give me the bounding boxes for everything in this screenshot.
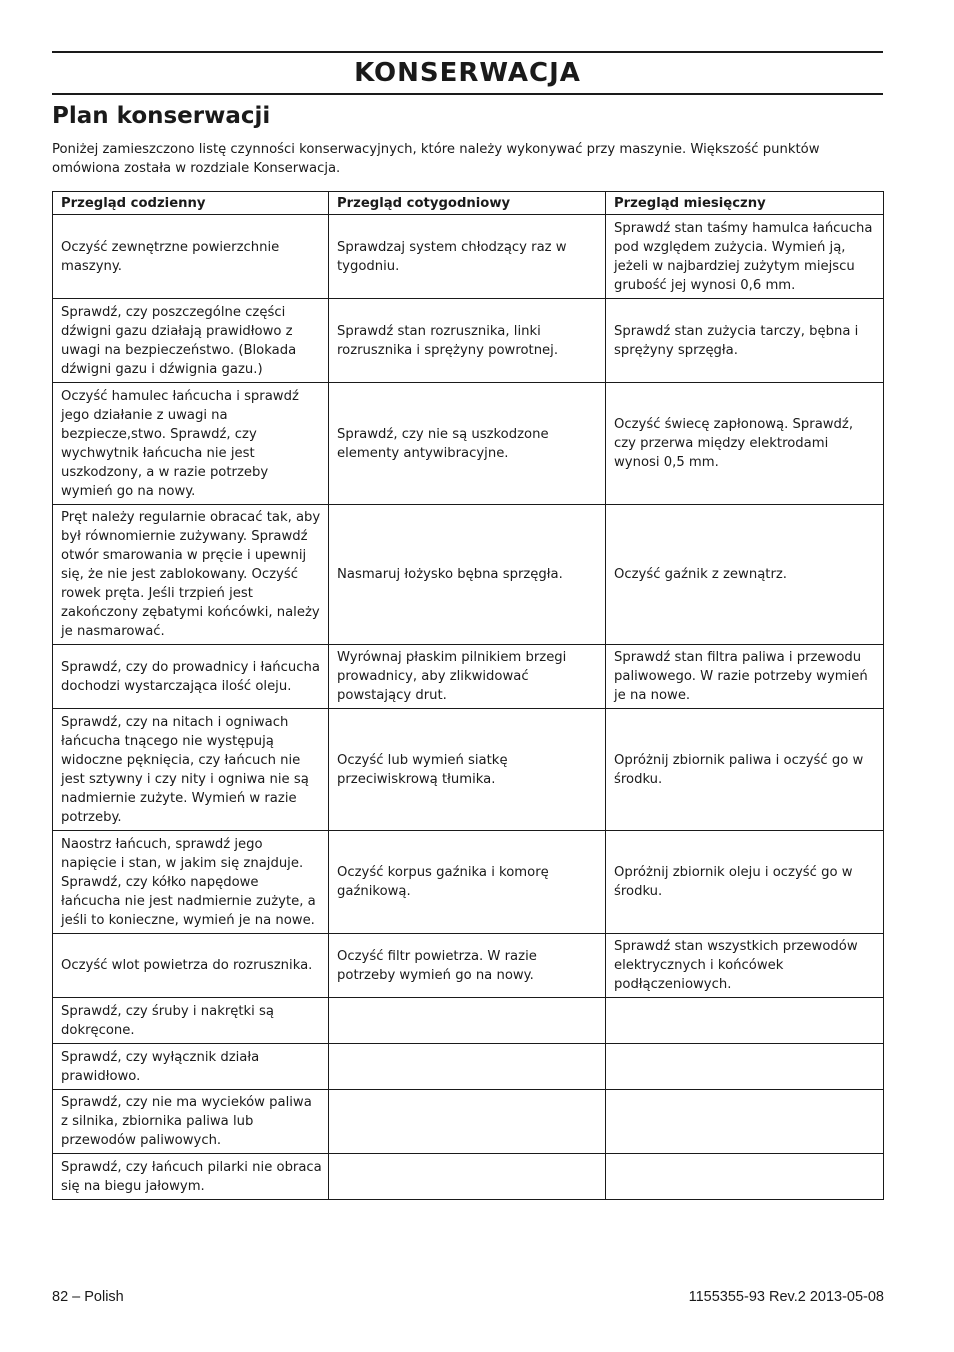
document-reference: 1155355-93 Rev.2 2013-05-08 <box>688 1289 884 1305</box>
table-header-row <box>53 192 884 215</box>
cell-daily: Oczyść zewnętrzne powierzchnie maszyny. <box>53 215 329 299</box>
table-row <box>53 299 884 383</box>
table-row <box>53 645 884 709</box>
cell-weekly <box>329 1090 606 1154</box>
table-row <box>53 1044 884 1090</box>
table-row <box>53 934 884 998</box>
cell-monthly: Sprawdź stan taśmy hamulca łańcucha pod względem zużycia. Wymień ją, jeżeli w najbardziej zużytym miejscu grubość jej wynosi 0,6 mm. <box>606 215 884 299</box>
cell-monthly <box>606 998 884 1044</box>
cell-weekly <box>329 998 606 1044</box>
table-row <box>53 709 884 831</box>
cell-monthly: Oczyść świecę zapłonową. Sprawdź, czy przerwa między elektrodami wynosi 0,5 mm. <box>606 383 884 505</box>
column-header-monthly: Przegląd miesięczny <box>606 192 884 215</box>
table-row <box>53 831 884 934</box>
table-row <box>53 505 884 645</box>
cell-daily: Oczyść hamulec łańcucha i sprawdź jego działanie z uwagi na bezpiecze,stwo. Sprawdź, czy wychwytnik łańcucha nie jest uszkodzony, a w razie potrzeby wymień go na nowy. <box>53 383 329 505</box>
page-number: 82 – Polish <box>52 1289 124 1305</box>
table-row <box>53 383 884 505</box>
header-top-rule <box>52 51 883 53</box>
table-row <box>53 215 884 299</box>
column-header-weekly: Przegląd cotygodniowy <box>329 192 606 215</box>
cell-daily: Oczyść wlot powietrza do rozrusznika. <box>53 934 329 998</box>
cell-weekly: Sprawdzaj system chłodzący raz w tygodniu. <box>329 215 606 299</box>
cell-weekly: Wyrównaj płaskim pilnikiem brzegi prowadnicy, aby zlikwidować powstający drut. <box>329 645 606 709</box>
header-bottom-rule <box>52 93 883 95</box>
cell-monthly <box>606 1044 884 1090</box>
cell-daily: Sprawdź, czy nie ma wycieków paliwa z silnika, zbiornika paliwa lub przewodów paliwowych. <box>53 1090 329 1154</box>
page-heading: Plan konserwacji <box>52 103 271 129</box>
table-row <box>53 998 884 1044</box>
table-row <box>53 1154 884 1200</box>
section-title: KONSERWACJA <box>354 58 581 88</box>
cell-weekly: Sprawdź stan rozrusznika, linki rozrusznika i sprężyny powrotnej. <box>329 299 606 383</box>
cell-weekly: Nasmaruj łożysko bębna sprzęgła. <box>329 505 606 645</box>
cell-monthly: Opróżnij zbiornik oleju i oczyść go w środku. <box>606 831 884 934</box>
cell-monthly: Sprawdź stan filtra paliwa i przewodu paliwowego. W razie potrzeby wymień je na nowe. <box>606 645 884 709</box>
cell-monthly: Opróżnij zbiornik paliwa i oczyść go w środku. <box>606 709 884 831</box>
cell-daily: Sprawdź, czy poszczególne części dźwigni gazu działają prawidłowo z uwagi na bezpieczeństwo. (Blokada dźwigni gazu i dźwignia gazu.) <box>53 299 329 383</box>
cell-daily: Pręt należy regularnie obracać tak, aby był równomiernie zużywany. Sprawdź otwór smarowania w pręcie i upewnij się, że nie jest zablokowany. Oczyść rowek pręta. Jeśli trzpień jest zakończony zębatymi końcówki, należy je nasmarować. <box>53 505 329 645</box>
table-row <box>53 1090 884 1154</box>
cell-monthly: Sprawdź stan zużycia tarczy, bębna i sprężyny sprzęgła. <box>606 299 884 383</box>
cell-monthly <box>606 1154 884 1200</box>
cell-weekly: Oczyść lub wymień siatkę przeciwiskrową tłumika. <box>329 709 606 831</box>
cell-weekly <box>329 1044 606 1090</box>
cell-weekly <box>329 1154 606 1200</box>
cell-daily: Sprawdź, czy łańcuch pilarki nie obraca się na biegu jałowym. <box>53 1154 329 1200</box>
cell-weekly: Sprawdź, czy nie są uszkodzone elementy antywibracyjne. <box>329 383 606 505</box>
cell-monthly: Oczyść gaźnik z zewnątrz. <box>606 505 884 645</box>
cell-daily: Sprawdź, czy do prowadnicy i łańcucha dochodzi wystarczająca ilość oleju. <box>53 645 329 709</box>
column-header-daily: Przegląd codzienny <box>53 192 329 215</box>
cell-daily: Sprawdź, czy wyłącznik działa prawidłowo. <box>53 1044 329 1090</box>
maintenance-table <box>52 191 884 1200</box>
cell-daily: Naostrz łańcuch, sprawdź jego napięcie i stan, w jakim się znajduje. Sprawdź, czy kółko napędowe łańcucha nie jest nadmiernie zużyte, a jeśli to konieczne, wymień je na nowe. <box>53 831 329 934</box>
cell-weekly: Oczyść korpus gaźnika i komorę gaźnikową. <box>329 831 606 934</box>
intro-paragraph: Poniżej zamieszczono listę czynności konserwacyjnych, które należy wykonywać przy maszynie. Większość punktów omówiona została w rozdziale Konserwacja. <box>52 142 820 176</box>
table-body <box>53 215 884 1200</box>
table-header <box>53 192 884 215</box>
cell-daily: Sprawdź, czy na nitach i ogniwach łańcucha tnącego nie występują widoczne pęknięcia, czy łańcuch nie jest sztywny i czy nity i ogniwa nie są nadmiernie zużyte. Wymień w razie potrzeby. <box>53 709 329 831</box>
cell-daily: Sprawdź, czy śruby i nakrętki są dokręcone. <box>53 998 329 1044</box>
cell-weekly: Oczyść filtr powietrza. W razie potrzeby wymień go na nowy. <box>329 934 606 998</box>
cell-monthly <box>606 1090 884 1154</box>
cell-monthly: Sprawdź stan wszystkich przewodów elektrycznych i końcówek podłączeniowych. <box>606 934 884 998</box>
